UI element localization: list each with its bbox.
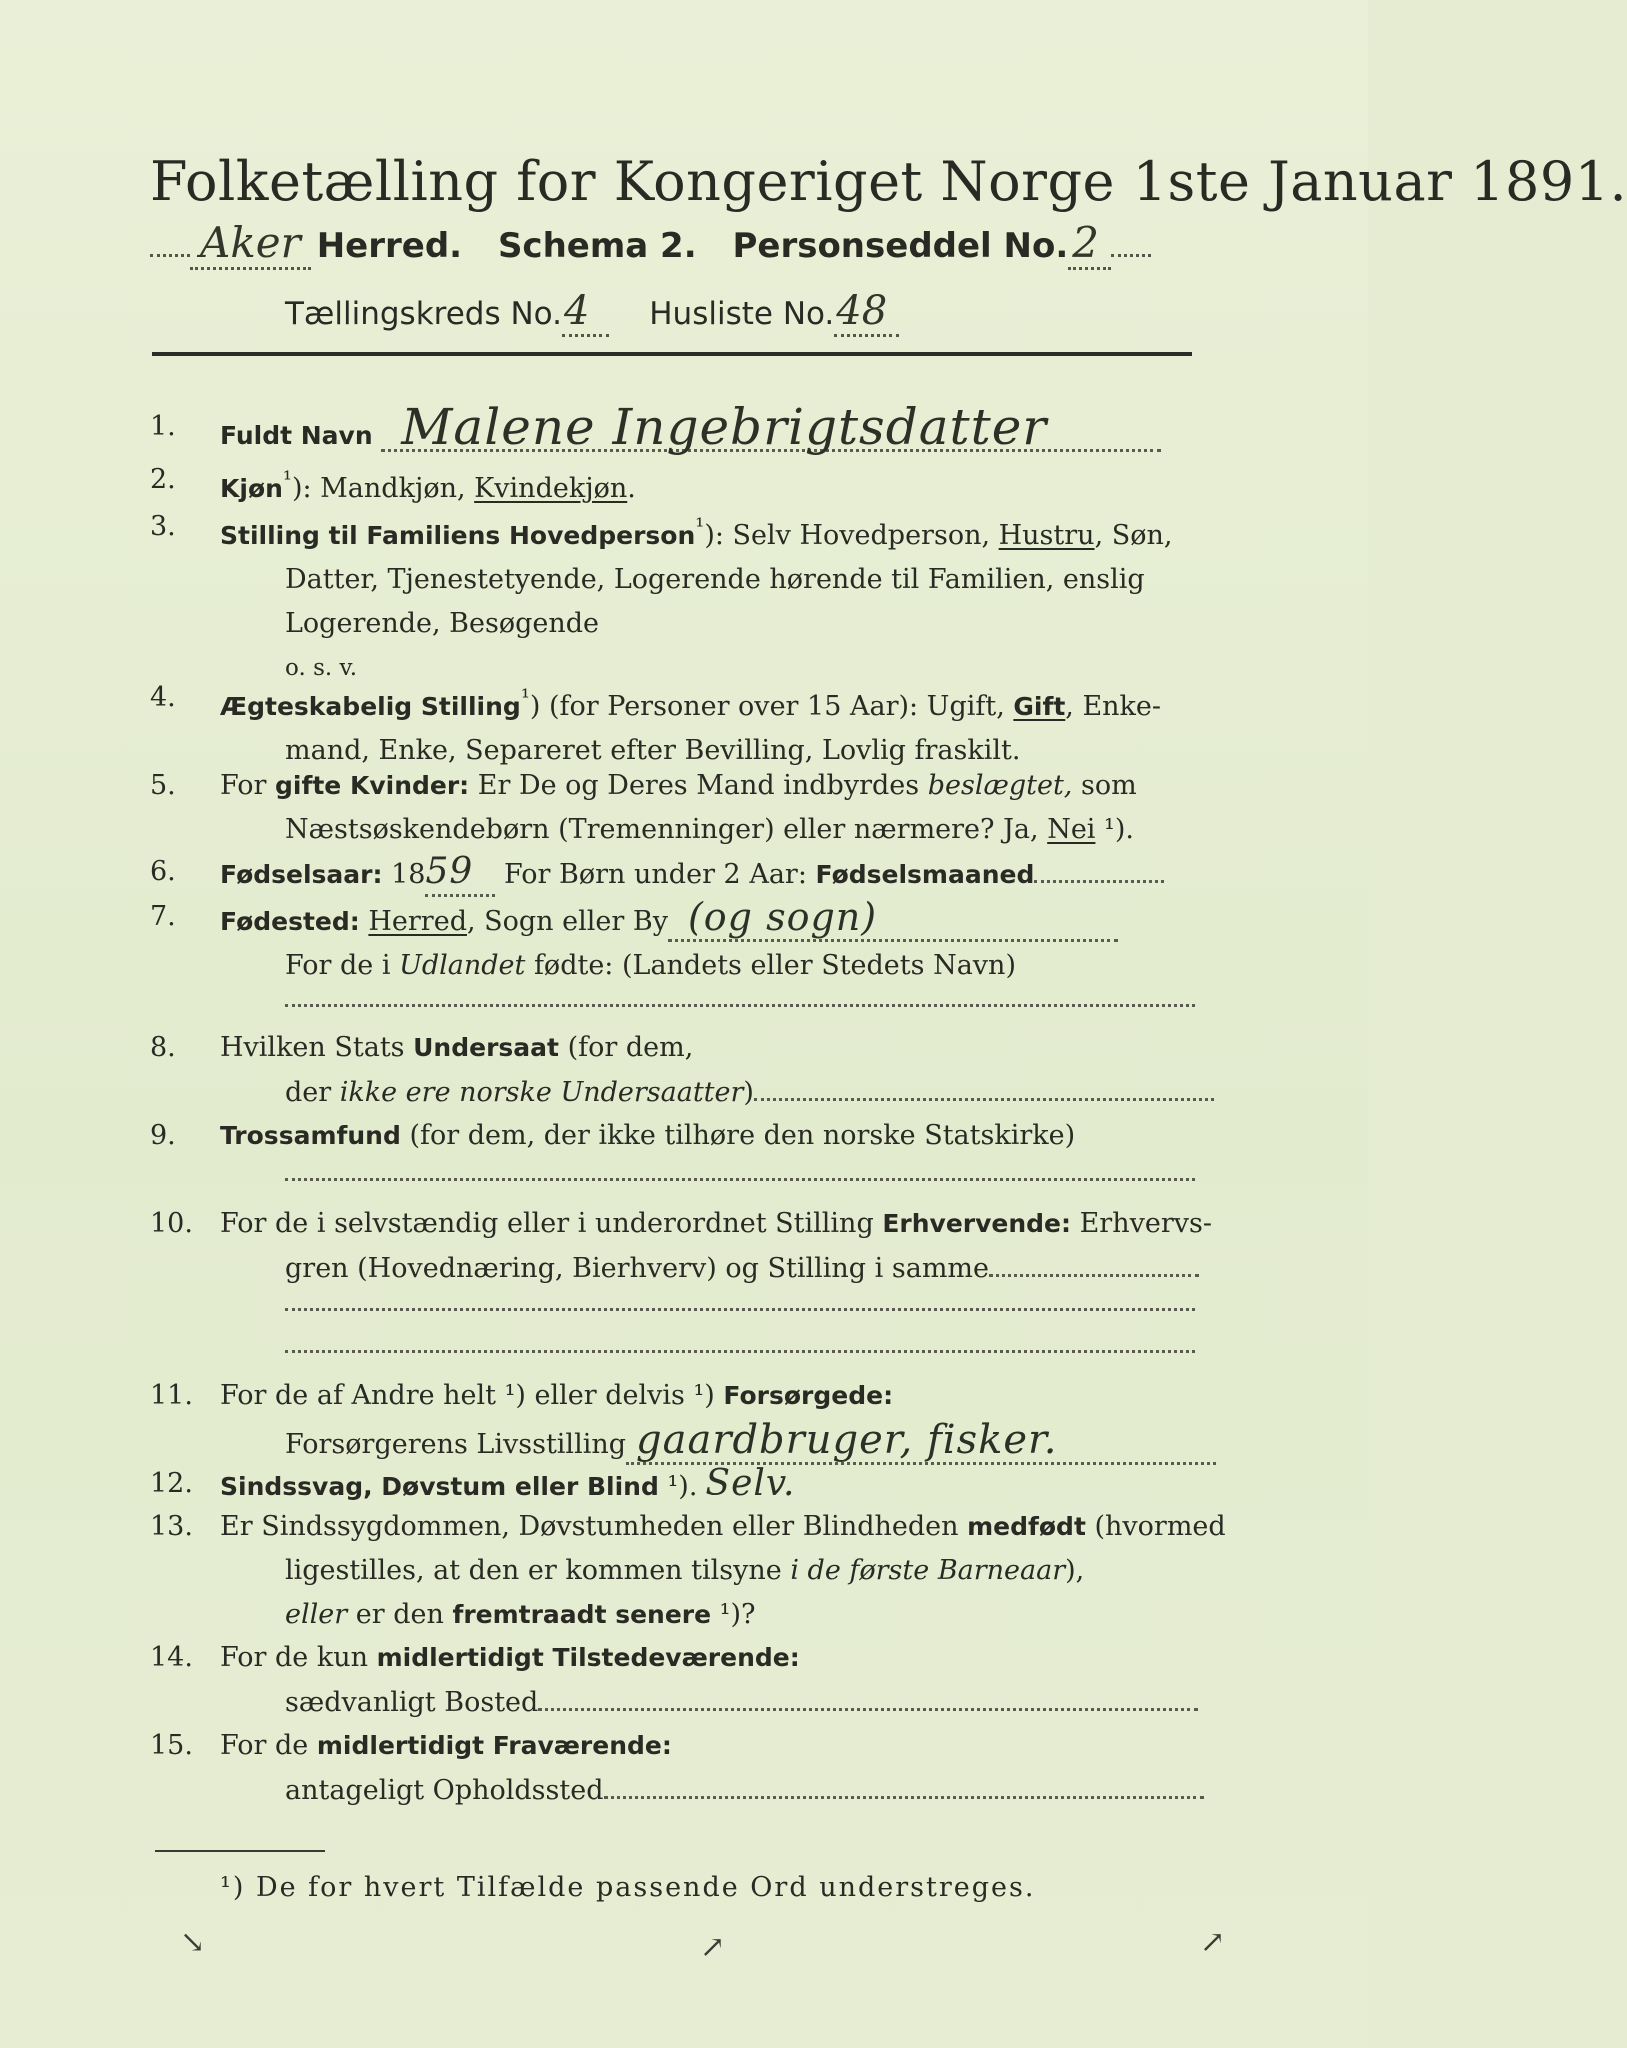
q9-blank-line bbox=[285, 1178, 1195, 1181]
personseddel-label: Personseddel No. bbox=[732, 226, 1069, 266]
q1-answer: Malene Ingebrigtsdatter bbox=[381, 405, 1161, 452]
husliste-label: Husliste No. bbox=[649, 296, 835, 332]
header-row-kreds bbox=[285, 288, 899, 334]
q7-selected: Herred bbox=[368, 906, 467, 937]
q3-selected: Hustru bbox=[998, 520, 1095, 551]
q10-blank-line-1 bbox=[285, 1308, 1195, 1311]
q7-answer: (og sogn) bbox=[668, 895, 1118, 942]
corner-mark-center: ↗ bbox=[700, 1930, 726, 1965]
q5-selected: Nei bbox=[1047, 814, 1096, 845]
q6-answer: 59 bbox=[425, 850, 495, 897]
footnote: ¹) De for hvert Tilfælde passende Ord understreges. bbox=[220, 1872, 1036, 1903]
herred-label: Herred. bbox=[316, 226, 463, 266]
q2-selected: Kvindekjøn bbox=[474, 473, 628, 504]
q11-answer: gaardbruger, fisker. bbox=[626, 1418, 1216, 1465]
kreds-value: 4 bbox=[562, 288, 609, 337]
husliste-value: 48 bbox=[834, 288, 899, 337]
form-title: Folketælling for Kongeriget Norge 1ste Januar 1891. bbox=[150, 150, 1627, 213]
census-form: Folketælling for Kongeriget Norge 1ste Januar 1891. Aker Herred. Schema 2. Personseddel No.2 Tællingskreds No.4 Husliste No.48 1. Fuldt Navn Malene Ingebrigtsdatter 2. Kjøn$^{^1}$): Mandkjøn, Kvindekjøn. 3. Stilling til Familiens Hovedperson$^{^1}$): Selv Hovedperson, Hustru, Søn, Datter, Tjenestetyende, Logerende hørende til Familien, enslig Logerende, Besøgende o. s. v. 4. Ægteskabelig Stilling$^{^1}$) (for Personer over 15 Aar): Ugift, Gift, Enke- mand, Enke, Separeret efter Bevilling, Lovlig fraskilt. 5. For gifte Kvinder: Er De og Deres Mand indbyrdes beslægtet, som Næstsøskendebørn (Tremenninger) eller nærmere? Ja, Nei ¹). 6. Fødselsaar: 1859 For Børn under 2 Aar: Fødselsmaaned 7. Fødested: Herred, Sogn eller By (og sogn) For de i Udlandet fødte: (Landets eller Stedets Navn) 8. Hvilken Stats Undersaat (for dem, der ikke ere norske Undersaatter) 9. Trossamfund (for dem, der ikke tilhøre den norske Statskirke) 10. For de i selvstændig eller i underordnet Stilling Erhvervende: Erhvervs- gren (Hovednæring, Bierhverv) og Stilling i samme 11. For de af Andre helt ¹) eller delvis ¹) Forsørgede: Forsørgerens Livsstilling gaardbruger, fisker. 12. Sindssvag, Døvstum eller Blind ¹). Selv. 13. Er Sindssygdommen, Døvstumheden eller Blindheden medfødt (hvormed ligestilles, at den er kommen tilsyne i de første Barneaar), eller er den fremtraadt senere ¹)? 14. For de kun midlertidigt Tilstedeværende: sædvanligt Bosted 15. For de midlertidigt Fraværende: antageligt Opholdssted ¹) De for hvert Tilfælde passende Ord understreges. ↘ ↗ ↗ bbox=[0, 0, 1368, 2048]
herred-value: Aker bbox=[190, 218, 311, 270]
q10-blank-line-2 bbox=[285, 1350, 1195, 1353]
kreds-label: Tællingskreds No. bbox=[285, 296, 562, 332]
header-row-herred bbox=[150, 218, 1151, 267]
q7-blank-line bbox=[285, 1004, 1195, 1007]
corner-mark-left: ↘ bbox=[180, 1925, 206, 1960]
q1-label: Fuldt Navn bbox=[220, 421, 373, 450]
question-3: 3. Stilling til Familiens Hovedperson$^{^1}$): Selv Hovedperson, Hustru, Søn, Datter, Tjenestetyende, Logerende hørende til Familien, enslig Logerende, Besøgende o. s. v. bbox=[150, 511, 1173, 681]
q12-answer: Selv. bbox=[705, 1463, 796, 1504]
corner-mark-right: ↗ bbox=[1200, 1925, 1226, 1960]
q4-selected: Gift bbox=[1013, 692, 1066, 721]
header-divider bbox=[152, 352, 1192, 356]
footnote-divider bbox=[155, 1850, 325, 1852]
schema-label: Schema 2. bbox=[497, 226, 697, 266]
personseddel-value: 2 bbox=[1068, 218, 1111, 270]
